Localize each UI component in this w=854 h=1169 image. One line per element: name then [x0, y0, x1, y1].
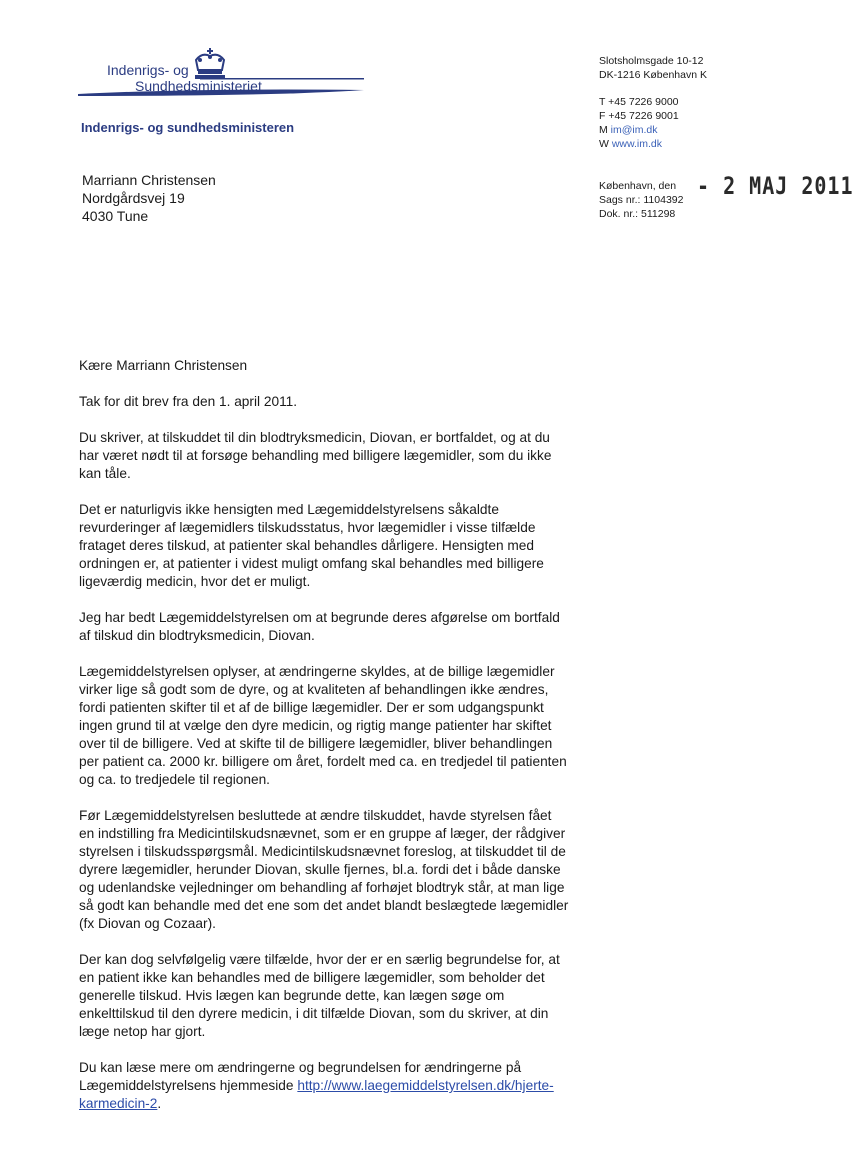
recipient-name: Marriann Christensen	[82, 172, 216, 188]
sender-fax: F +45 7226 9001	[599, 110, 679, 122]
greeting: Kære Marriann Christensen	[79, 358, 248, 373]
logo-line-1: Indenrigs- og	[107, 62, 189, 78]
case-number: Sags nr.: 1104392	[599, 194, 684, 206]
web-link[interactable]: www.im.dk	[611, 138, 663, 150]
logo-line-2: Sundhedsministeriet	[135, 78, 262, 94]
website-link[interactable]: http://www.laegemiddelstyrelsen.dk/hjerte-karmedicin-2	[79, 1078, 554, 1111]
paragraph: Du skriver, at tilskuddet til din blodtryksmedicin, Diovan, er bortfaldet, og at du har været nødt til at forsøge behandling med billigere lægemidler, som du ikke kan tåle.	[79, 430, 552, 481]
sender-address	[599, 54, 707, 82]
web-prefix: W	[599, 138, 609, 150]
sender-contact	[599, 95, 679, 151]
date-stamp: - 2 MAJ 2011	[697, 171, 854, 200]
recipient-street: Nordgårdsvej 19	[82, 190, 185, 206]
date-block	[599, 179, 683, 221]
paragraph: Det er naturligvis ikke hensigten med Lægemiddelstyrelsens såkaldte revurderinger af lægemidlers tilskudsstatus, hvor lægemidler i visse tilfælde frataget deres tilskud, at patienter skal behandles dårligere. Hensigten med ordningen er, at patienter i videst muligt omfang skal behandles med billigere ligeværdig medicin, hvor det er muligt.	[79, 502, 544, 589]
letter-body	[79, 357, 569, 1131]
place-label: København, den	[599, 180, 677, 192]
ministry-title: Indenrigs- og sundhedsministeren	[81, 120, 295, 135]
sender-phone: T +45 7226 9000	[599, 96, 679, 108]
paragraph: Der kan dog selvfølgelig være tilfælde, hvor der er en særlig begrundelse for, at en patient ikke kan behandles med de billigere lægemidler, som beholder det generelle tilskud. Hvis lægen kan begrunde dette, kan lægen søge om enkelttilskud til den dyrere medicin, i dit tilfælde Diovan, som du skriver, at din læge netop har gjort.	[79, 952, 560, 1039]
sender-mail-row	[599, 123, 679, 137]
paragraph: Før Lægemiddelstyrelsen besluttede at ændre tilskuddet, havde styrelsen fået en indstilling fra Medicintilskudsnævnet, som er en gruppe af læger, der rådgiver styrelsen i tilskudsspørgsmål. Medicintilskudsnævnet foreslog, at tilskuddet til de dyrere lægemidler, herunder Diovan, skulle fjernes, bl.a. fordi det i både danske og udenlandske vejledninger om behandling af forhøjet blodtryk står, at man lige så godt kan behandle med det ene som det andet blandt beslægtede lægemidler (fx Diovan og Cozaar).	[79, 808, 569, 931]
sender-postal: DK-1216 København K	[599, 69, 707, 81]
paragraph: Tak for dit brev fra den 1. april 2011.	[79, 394, 298, 409]
paragraph: Lægemiddelstyrelsen oplyser, at ændringerne skyldes, at de billige lægemidler virker lige så godt som de dyre, og at kvaliteten af behandlingen ikke ændres, fordi patienten skifter til et af de billige lægemidler. Der er som udgangspunkt ingen grund til at vælge den dyre medicin, og rigtig mange patienter har skiftet over til de billigere. Ved at skifte til de billigere lægemidler, bliver behandlingen per patient ca. 2000 kr. billigere om året, fordelt med ca. en tredjedel til patienten og ca. to tredjedele til regionen.	[79, 664, 567, 787]
sender-web-row	[599, 137, 679, 151]
mail-link[interactable]: im@im.dk	[610, 124, 658, 136]
recipient-city: 4030 Tune	[82, 208, 149, 224]
paragraph-with-link	[79, 1059, 569, 1113]
sender-street: Slotsholmsgade 10-12	[599, 55, 704, 67]
paragraph-end: .	[157, 1096, 162, 1111]
paragraph-text: Du kan læse mere om ændringerne og begrundelsen for ændringerne på Lægemiddelstyrelsens hjemmeside	[79, 1060, 522, 1093]
mail-prefix: M	[599, 124, 608, 136]
recipient-address	[82, 171, 216, 225]
paragraph: Jeg har bedt Lægemiddelstyrelsen om at begrunde deres afgørelse om bortfald af tilskud din blodtryksmedicin, Diovan.	[79, 610, 560, 643]
document-number: Dok. nr.: 511298	[599, 208, 676, 220]
